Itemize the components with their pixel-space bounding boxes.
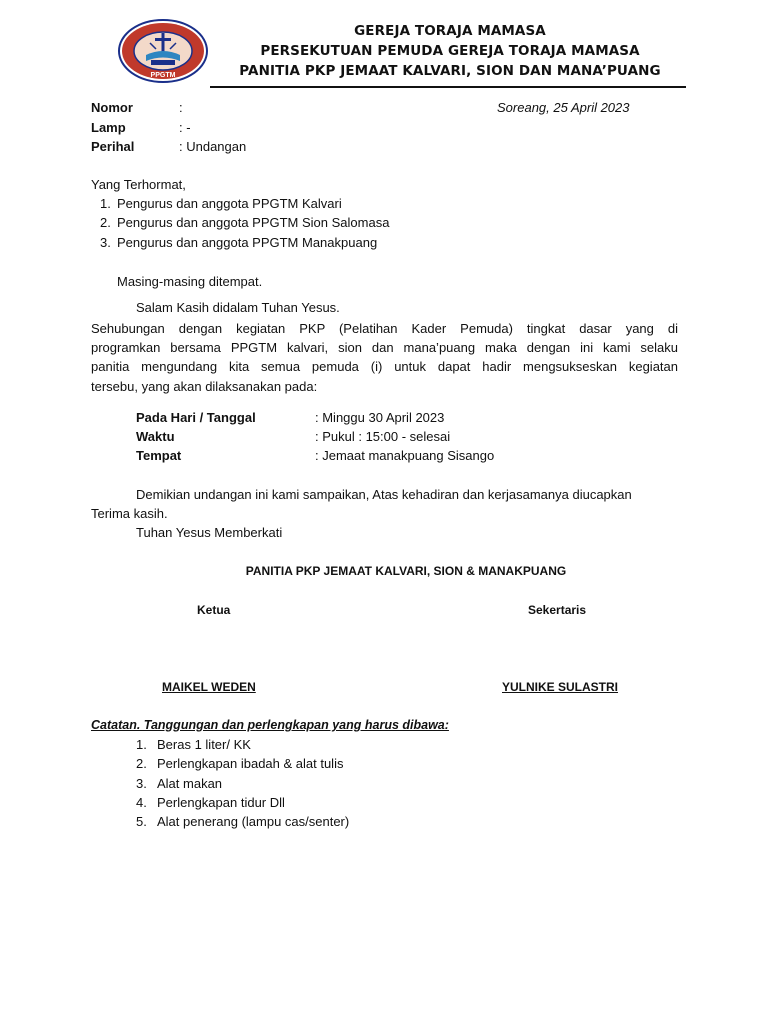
signature-title-chair: Ketua xyxy=(197,603,231,617)
schedule-label-date: Pada Hari / Tanggal xyxy=(136,410,256,425)
list-item-num: 5. xyxy=(136,814,147,829)
committee-title: PANITIA PKP JEMAAT KALVARI, SION & MANAKPUANG xyxy=(245,564,567,578)
greeting: Yang Terhormat, xyxy=(91,177,186,192)
nomor-value: : xyxy=(179,100,183,115)
list-item: Perlengkapan tidur Dll xyxy=(157,795,285,810)
schedule-label-place: Tempat xyxy=(136,448,182,463)
perihal-value: : Undangan xyxy=(179,139,247,154)
closing-thanks: Terima kasih. xyxy=(91,506,168,521)
letterhead-youth-org: PERSEKUTUAN PEMUDA GEREJA TORAJA MAMASA xyxy=(260,43,640,59)
invitation-paragraph xyxy=(91,319,678,396)
list-item: Beras 1 liter/ KK xyxy=(157,737,251,752)
letterhead-committee: PANITIA PKP JEMAAT KALVARI, SION DAN MANA’PUANG xyxy=(239,63,661,79)
list-item: Perlengkapan ibadah & alat tulis xyxy=(157,756,344,771)
schedule-value-date: : Minggu 30 April 2023 xyxy=(315,410,445,425)
signature-title-secretary: Sekertaris xyxy=(528,603,587,617)
schedule-label-time: Waktu xyxy=(136,429,175,444)
signature-name-chair: MAIKEL WEDEN xyxy=(162,680,256,694)
nomor-label: Nomor xyxy=(91,100,133,115)
list-item: Pengurus dan anggota PPGTM Manakpuang xyxy=(117,235,378,250)
list-item: Alat penerang (lampu cas/senter) xyxy=(157,814,350,829)
list-item-num: 1. xyxy=(100,196,111,211)
paragraph-line: Sehubungan dengan kegiatan PKP (Pelatihan Kader Pemuda) tingkat dasar yang di xyxy=(91,321,678,336)
list-item-num: 1. xyxy=(136,737,147,752)
list-item: Pengurus dan anggota PPGTM Sion Salomasa xyxy=(117,215,390,230)
list-item-num: 4. xyxy=(136,795,147,810)
lamp-label: Lamp xyxy=(91,120,126,135)
letterhead-church-name: GEREJA TORAJA MAMASA xyxy=(354,23,546,39)
list-item: Alat makan xyxy=(157,776,223,791)
perihal-label: Perihal xyxy=(91,139,135,154)
list-item-num: 2. xyxy=(136,756,147,771)
place-date: Soreang, 25 April 2023 xyxy=(497,100,630,115)
notes-heading: Catatan. Tanggungan dan perlengkapan yang harus dibawa: xyxy=(91,718,449,732)
closing-line: Demikian undangan ini kami sampaikan, Atas kehadiran dan kerjasamanya diucapkan xyxy=(136,487,632,502)
paragraph-line: programkan bersama PPGTM kalvari, sion dan mana’puang maka dengan ini kami selaku xyxy=(91,340,678,356)
svg-text:PPGTM: PPGTM xyxy=(150,72,176,79)
list-item-num: 3. xyxy=(100,235,111,250)
schedule-value-time: : Pukul : 15:00 - selesai xyxy=(315,429,451,444)
recipients-closing: Masing-masing ditempat. xyxy=(117,274,263,289)
salutation: Salam Kasih didalam Tuhan Yesus. xyxy=(136,300,340,315)
list-item: Pengurus dan anggota PPGTM Kalvari xyxy=(117,196,342,211)
lamp-value: : - xyxy=(179,120,191,135)
schedule-value-place: : Jemaat manakpuang Sisango xyxy=(315,448,495,463)
signature-name-secretary: YULNIKE SULASTRI xyxy=(502,680,619,694)
letterhead-divider xyxy=(210,86,686,88)
paragraph-line: panitia mengundang kita semua pemuda (i) untuk dapat hadir mengsukseskan kegiatan xyxy=(91,359,678,375)
list-item-num: 3. xyxy=(136,776,147,791)
paragraph-line: tersebu, yang akan dilaksanakan pada: xyxy=(91,378,318,394)
ppgtm-emblem-logo xyxy=(118,19,208,83)
blessing: Tuhan Yesus Memberkati xyxy=(136,525,283,540)
list-item-num: 2. xyxy=(100,215,111,230)
